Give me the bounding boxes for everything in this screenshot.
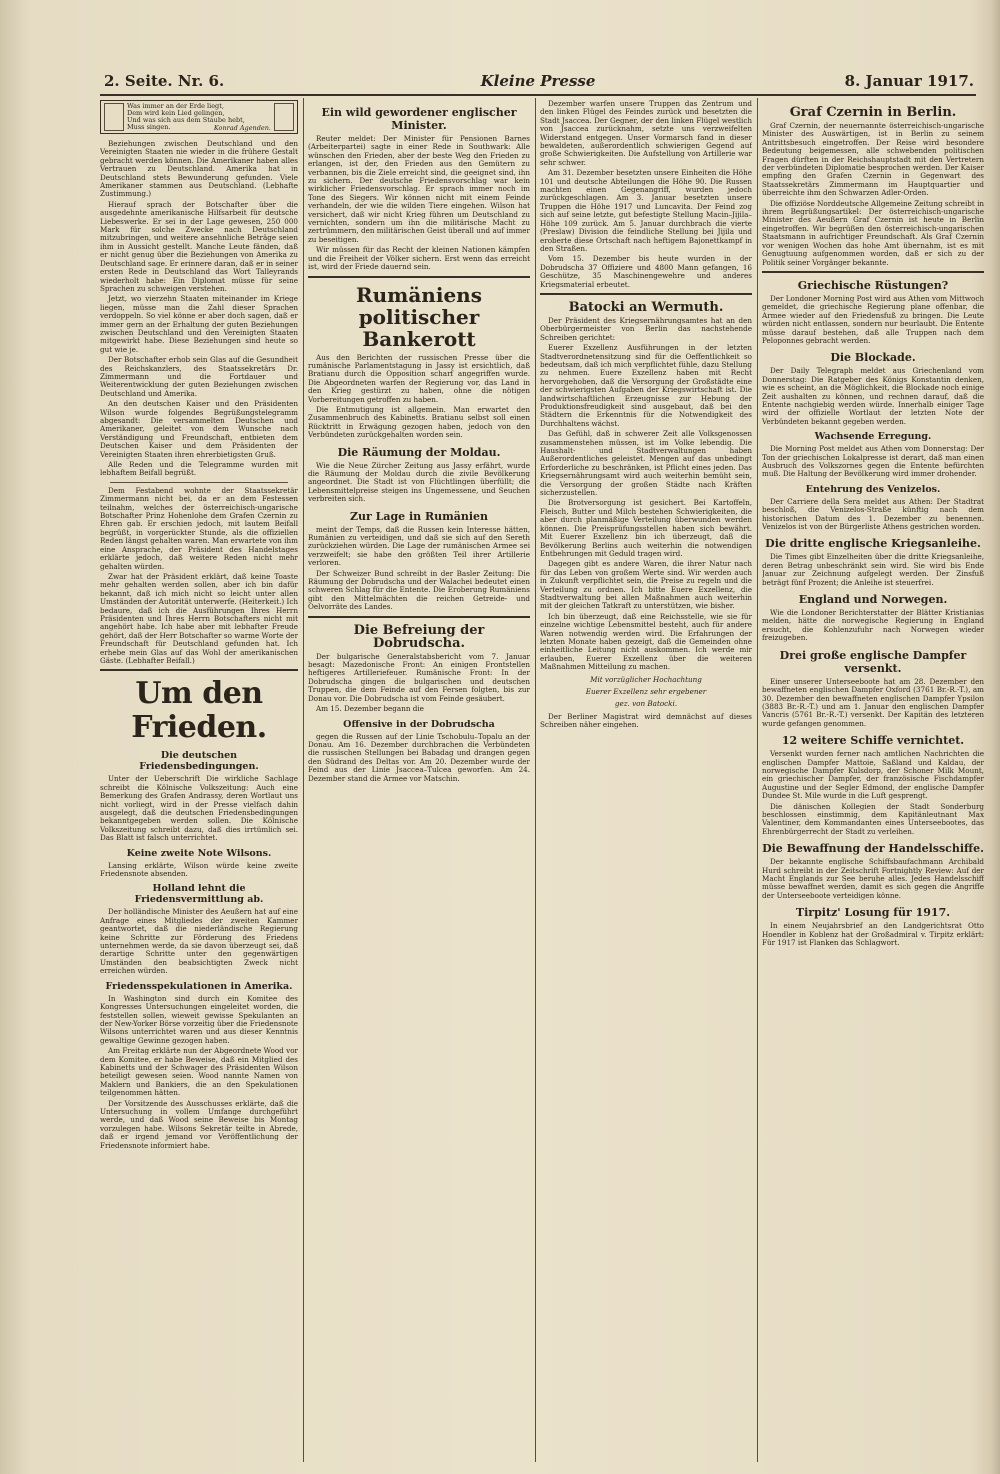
column-3 — [540, 100, 752, 1460]
article-paragraph: Dezember warfen unsere Truppen das Zentrum und den linken Flügel des Feindes zurück und besetzten die Stadt Jsaccea. Der Gegner, der den linken Flügel westlich von Jsaccea zurücknahm, setzte uns verzweifelten Widerstand entgegen. Unser Vormarsch fand in dieser bewaldeten, außerordentlich schwierigen Gegend auf große Schwierigkeiten. Die Aufstellung von Artillerie war sehr schwer. — [540, 100, 752, 167]
article-paragraph: Am 31. Dezember besetzten unsere Einheiten die Höhe 101 und deutsche Abteilungen die Höhe 90. Die Russen machten einen Gegenangriff, wurden jedoch zurückgeschlagen. Am 3. Januar besetzten unsere Truppen die Höhe 1917 und Luncavita. Der Feind zog sich auf seine letzte, gut befestigte Stellung Macin–Jijila–Höhe 109 zurück. Am 5. Januar durchbrach die vierte (Preslaw) Division die feindliche Stellung bei Jijila und eroberte diese Ortschaft nach heftigem Bajonettkampf in den Straßen. — [540, 168, 752, 253]
article-paragraph: Reuter meldet: Der Minister für Pensionen Barnes (Arbeiterpartei) sagte in einer Rede in Southwark: Alle wünschen den Frieden, aber der beste Weg den Frieden zu erlangen, ist der, den Frieden aus den Gemütern zu verbannen, bis die Ziele erreicht sind, die geeignet sind, ihn zu sichern. Der deutsche Friedensvorschlag war kein wirklicher Friedensvorschlag. Er sprach immer noch im Tone des Siegers. Wir können nicht mit einem Feinde verhandeln, der wie die wilden Tiere eingehen. Wilson hat versichert, daß wir nicht Krieg führen um Deutschland zu vernichten, sondern um ihn die militärische Macht zu zertrümmern, den militärischen Geist überall und auf immer zu beseitigen. — [308, 134, 530, 244]
column-rule — [535, 98, 536, 1462]
subheadline: Offensive in der Dobrudscha — [343, 718, 495, 730]
headline-moldau: Die Räumung der Moldau. — [337, 445, 501, 459]
poem-line: Was immer an der Erde liegt, — [127, 102, 224, 110]
article-paragraph: Graf Czernin, der neuernannte österreichisch-ungarische Minister des Auswärtigen, ist in Berlin zu seinem Antrittsbesuch eingetroffen. Der Reise wird besondere Bedeutung beigemessen, alle schwebenden politischen Fragen dürften in der Reichshauptstadt mit den Vertretern der verbündeten Diplomatie besprochen werden. Der Kaiser empfing den Grafen Czernin in Gegenwart des Staatssekretärs Zimmermann im Hauptquartier und überreichte ihm den Schwarzen Adler-Orden. — [762, 121, 984, 198]
article-paragraph: Der Präsident des Kriegsernährungsamtes hat an den Oberbürgermeister von Berlin das nachstehende Schreiben gerichtet: — [540, 315, 752, 342]
subheadline: Keine zweite Note Wilsons. — [126, 847, 272, 859]
signature: gez. von Batocki. — [614, 699, 678, 709]
subheadline: Die deutschen Friedensbedingungen. — [139, 750, 259, 773]
closing-line: Euerer Exzellenz sehr ergebener — [585, 687, 707, 696]
article-paragraph: Ich bin überzeugt, daß eine Reichsstelle, wie sie für einzelne wichtige Lebensmittel besteht, auch für andere Waren notwendig werden wird. Die Erfahrungen der letzten Monate haben gezeigt, daß die Gemeinden ohne einheitliche Leitung nicht auskommen. Ich werde mir erlauben, Euerer Exzellenz über die weiteren Maßnahmen Mitteilung zu machen. — [540, 611, 752, 672]
headline-merchant-arming: Die Bewaffnung der Handelsschiffe. — [762, 842, 984, 856]
column-4 — [762, 100, 984, 1460]
column-rule — [757, 98, 758, 1462]
article-paragraph: In Washington sind durch ein Komitee des Kongresses Untersuchungen eingeleitet worden, die feststellen sollen, wieweit gewisse Spekulanten an der New-Yorker Börse vorzeitig über die Friedensnote Wilsons unterrichtet waren und aus dieser Kenntnis gewaltige Gewinne gezogen haben. — [100, 993, 298, 1045]
article-paragraph: Der Carriere della Sera meldet aus Athen: Der Stadtrat beschloß, die Venizelos-Straße künftig nach dem historischen Datum des 1. Dezember zu benennen. Venizelos ist von der Bürgerliste Athens gestrichen worden. — [762, 496, 984, 532]
divider — [762, 271, 984, 273]
headline-greek-armament: Griechische Rüstungen? — [797, 278, 949, 292]
article-paragraph: Am 15. Dezember begann die — [316, 704, 424, 714]
headline-romania-situation: Zur Lage in Rumänien — [349, 509, 489, 523]
subheadline: Wachsende Erregung. — [814, 431, 932, 443]
headline-minister: Ein wild gewordener englischer Minister. — [321, 106, 517, 132]
issue-date: 8. Januar 1917. — [844, 72, 974, 90]
article-paragraph: In einem Neujahrsbrief an den Landgerichtsrat Otto Hoendler in Koblenz hat der Großadmiral v. Tirpitz erklärt: Für 1917 ist Flanken das Schlagwort. — [762, 921, 984, 948]
newspaper-title: Kleine Presse — [480, 72, 596, 90]
headline-steamers-sunk: Drei große englische Dampfer versenkt. — [779, 648, 967, 675]
article-paragraph: Der Daily Telegraph meldet aus Griechenland vom Donnerstag: Die Ratgeber des Königs Konstantin denken, wie es scheint, an die Möglichkeit, die Blockade noch einige Zeit aushalten zu können, und rechnen darauf, daß die Entente nachgiebig werden würde. Innerhalb einiger Tage wird der offizielle Wortlaut der letzten Note der Verbündeten bekannt gegeben werden. — [762, 366, 984, 426]
subheadline: Friedensspekulationen in Amerika. — [105, 980, 293, 992]
poem-box — [100, 100, 298, 134]
subheadline: Holland lehnt die Friedensvermittlung ab. — [134, 883, 264, 906]
article-paragraph: Unter der Ueberschrift Die wirkliche Sachlage schreibt die Kölnische Volkszeitung: Auch eine Bemerkung des Grafen Andrassy, deren Wortlaut uns nicht vorliegt, wird in der Presse vielfach dahin ausgelegt, daß die deutschen Friedensbedingungen bekanntgegeben werden sollen. Die Kölnische Volkszeitung schreibt dazu, daß dies irrtümlich sei. Das Blatt ist falsch unterrichtet. — [100, 774, 298, 843]
article-paragraph: Die Entmutigung ist allgemein. Man erwartet den Zusammenbruch des Kabinetts. Bratianu selbst soll einen Rücktritt in Erwägung gezogen haben, jedoch von den Verbündeten zurückgehalten worden sein. — [308, 404, 530, 440]
divider — [308, 616, 530, 618]
article-paragraph: Die dänischen Kollegien der Stadt Sonderburg beschlossen einstimmig, dem Kapitänleutnant Max Valentiner, dem Kommandanten eines Unterseebootes, das Ehrenbürgerrecht der Stadt zu verleihen. — [762, 801, 984, 836]
article-paragraph: Lansing erklärte, Wilson würde keine zweite Friedensnote absenden. — [100, 860, 298, 879]
article-paragraph: Beziehungen zwischen Deutschland und den Vereinigten Staaten nie wieder in die frühere Gestalt gebracht werden können. Die Amerikaner haben alles Vertrauen zu Deutschland. Amerika hat in Deutschland stets Bewunderung gefunden. Viele Amerikaner stammen aus Deutschland. (Lebhafte Zustimmung.) — [100, 139, 298, 199]
article-paragraph: Versenkt wurden ferner nach amtlichen Nachrichten die englischen Dampfer Mattoie, Saßland und Kaldau, der norwegische Dampfer Kulsdorp, der Schoner Milk Mount, ein griechischer Dampfer, der französische Fischdampfer Augustine und der Segler Edmond, der englische Dampfer Dundee St. Mile wurde in die Luft gesprengt. — [762, 749, 984, 801]
article-paragraph: Der Vorsitzende des Ausschusses erklärte, daß die Untersuchung in vollem Umfange durchgeführt werde, und daß Wood seine Beweise bis Montag vorzulegen habe. Wilsons Sekretär teilte in Abrede, daß er irgend jemand vor Veröffentlichung der Friedensnote informiert habe. — [100, 1098, 298, 1150]
article-paragraph: Wir müssen für das Recht der kleinen Nationen kämpfen und die Freiheit der Völker sichern. Erst wenn das erreicht ist, wird der Friede dauernd sein. — [308, 245, 530, 272]
divider — [100, 669, 298, 671]
article-paragraph: Der bulgarische Generalstabsbericht vom 7. Januar besagt: Mazedonische Front: An einigen Frontstellen heftigeres Artilleriefeuer. Rumänische Front: In der Dobrudscha gingen die bulgarischen und deutschen Truppen, die dem Feinde auf den Fersen folgten, bis zur Donau vor. Die Dobrudscha ist vom Feinde gesäubert. — [308, 651, 530, 703]
column-1 — [100, 100, 298, 1460]
poem-line: Dem wird kein Lied gelingen, — [127, 109, 225, 117]
ornament-icon — [274, 103, 294, 131]
article-paragraph: Am Freitag erklärte nun der Abgeordnete Wood vor dem Komitee, er habe Beweise, daß ein Mitglied des Kabinetts und der Schwager des Präsidenten Wilson beteiligt gewesen seien. Wood nannte Namen von Maklern und Bankiers, die an den Spekulationen teilgenommen hätten. — [100, 1046, 298, 1098]
divider — [308, 276, 530, 278]
article-paragraph: Der Berliner Magistrat wird demnächst auf dieses Schreiben näher eingehen. — [540, 711, 752, 730]
article-paragraph: Alle Reden und die Telegramme wurden mit lebhaftem Beifall begrüßt. — [100, 460, 298, 478]
article-paragraph: Wie die Neue Zürcher Zeitung aus Jassy erfährt, wurde die Räumung der Moldau durch die zivile Bevölkerung angeordnet. Die Stadt ist von Flüchtlingen überfüllt; die Lebensmittelpreise steigen ins Ungemessene, und Seuchen verbreiten sich. — [308, 460, 530, 504]
article-paragraph: Vom 15. Dezember bis heute wurden in der Dobrudscha 37 Offiziere und 4800 Mann gefangen, 16 Geschütze, 35 Maschinengewehre und anderes Kriegsmaterial erbeutet. — [540, 254, 752, 289]
column-rule — [303, 98, 304, 1462]
article-paragraph: Dagegen gibt es andere Waren, die ihrer Natur nach für das Leben von großem Werte sind. Wir werden auch in Zukunft verpflichtet sein, die Preise zu regeln und die Verteilung zu ordnen. Ich bitte Euere Exzellenz, die Stadtverwaltung bei allen Maßnahmen auch weiterhin mit der gleichen Tatkraft zu unterstützen, wie bisher. — [540, 559, 752, 611]
article-paragraph: Der Schweizer Bund schreibt in der Basler Zeitung: Die Räumung der Dobrudscha und der Walachei bedeutet einen schweren Schlag für die Entente. Die Eroberung Rumäniens gibt den Mittelmächten die reichen Getreide- und Oelvorräte des Landes. — [308, 568, 530, 612]
article-paragraph: Die Morning Post meldet aus Athen vom Donnerstag: Der Ton der griechischen Lokalpresse ist derart, daß man einen Ausbruch des Volkszornes gegen die Entente befürchten muß. Die Haltung der Bevölkerung wird immer drohender. — [762, 444, 984, 479]
subheadline: Entehrung des Venizelos. — [805, 483, 941, 495]
article-paragraph: An den deutschen Kaiser und den Präsidenten Wilson wurde folgendes Begrüßungstelegramm abgesandt: Die versammelten Deutschen und Amerikaner, geleitet von dem Wunsche nach Verständigung und Freundschaft, entbieten dem Deutschen Kaiser und dem Präsidenten der Vereinigten Staaten ihren ehrerbietigsten Gruß. — [100, 399, 298, 459]
headline-batocki: Batocki an Wermuth. — [568, 299, 724, 315]
article-paragraph: Der Londoner Morning Post wird aus Athen vom Mittwoch gemeldet, die griechische Regierung plane offenbar, die Armee wieder auf den Friedensfuß zu bringen. Die Leute würden nicht entlassen, sondern nur beurlaubt. Die Entente müsse darauf bestehen, daß alle Truppen nach dem Peloponnes gebracht werden. — [762, 293, 984, 345]
article-paragraph: Der Botschafter erhob sein Glas auf die Gesundheit des Reichskanzlers, des Staatssekretärs Dr. Zimmermann und die Fortdauer und Weiterentwicklung der guten Beziehungen zwischen Deutschland und Amerika. — [100, 355, 298, 398]
divider — [540, 293, 752, 295]
article-paragraph: Wie die Londoner Berichterstatter der Blätter Kristianias melden, hätte die norwegische Regierung in England ersucht, die Kohlenzufuhr nach Norwegen wieder freizugeben. — [762, 608, 984, 643]
article-paragraph: Aus den Berichten der russischen Presse über die rumänische Parlamentstagung in Jassy ist ersichtlich, daß Bratianu durch die Opposition scharf angegriffen wurde. Die Abgeordneten warfen der Regierung vor, das Land in den Krieg gestürzt zu haben, ohne die nötigen Vorbereitungen getroffen zu haben. — [308, 352, 530, 404]
article-paragraph: Hierauf sprach der Botschafter über die ausgedehnte amerikanische Hilfsarbeit für deutsche Liebeswerke. Er sei in der Lage gewesen, 250 000 Mark für solche Zwecke nach Deutschland mitzubringen, und weitere ansehnliche Beträge seien ihm in Aussicht gestellt. Manche Leute fänden, daß er nicht genug über die Beziehungen von Amerika zu Deutschland sage. Er erinnere daran, daß er in seiner ersten Rede in Deutschland das Wort Talleyrands wiederholt habe: Ein Diplomat müsse für seine Sprachen zu schweigen verstehen. — [100, 199, 298, 293]
headline-romania-bankruptcy: Rumäniens politischer Bankerott — [356, 282, 482, 351]
article-paragraph: meint der Temps, daß die Russen kein Interesse hätten, Rumänien zu verteidigen, und daß sie sich auf den Sereth zurückziehen würden. Die Lage der rumänischen Armee sei verzweifelt; sie habe den größten Teil ihrer Artillerie verloren. — [308, 524, 530, 568]
poem-line: Und was sich aus dem Staube hebt, — [127, 116, 245, 124]
article-paragraph: Das Gefühl, daß in schwerer Zeit alle Volksgenossen zusammenstehen müssen, ist im Volke lebendig. Die Haushalt- und Stadtverwaltungen haben Außerordentliches geleistet. Mengen auf das unbedingt Erforderliche zu beschränken, ist Pflicht eines jeden. Das Kriegsernährungsamt wird auch weiterhin bemüht sein, die Versorgung der großen Städte nach Kräften sicherzustellen. — [540, 429, 752, 498]
ornament-icon — [104, 103, 124, 131]
article-paragraph: Dem Festabend wohnte der Staatssekretär Zimmermann nicht bei, da er an dem Festessen teilnahm, welches der österreichisch-ungarische Botschafter Prinz Hohenlohe dem Grafen Czernin zu Ehren gab. Er erschien jedoch, mit lautem Beifall begrüßt, in vorgerückter Stunde, als die offiziellen Reden längst gehalten waren. Man erwartete von ihm eine Ansprache, der Präsident des Handelstages erklärte jedoch, daß weitere Reden nicht mehr gehalten würden. — [100, 485, 298, 571]
headline-ships-destroyed: 12 weitere Schiffe vernichtet. — [781, 734, 965, 748]
article-paragraph: Der holländische Minister des Aeußern hat auf eine Anfrage eines Mitgliedes der zweiten Kammer geantwortet, daß die niederländische Regierung keine Schritte zur Förderung des Friedens unternehmen werde, da sie davon überzeugt sei, daß derartige Schritte unter den gegenwärtigen Umständen den beabsichtigten Zweck nicht erreichen würden. — [100, 907, 298, 976]
closing-line: Mit vorzüglicher Hochachtung — [590, 674, 702, 684]
headline-dobrudscha: Die Befreiung der Dobrudscha. — [353, 622, 485, 651]
masthead — [100, 70, 976, 96]
page-number: 2. Seite. Nr. 6. — [104, 72, 225, 90]
poem-line: Muss singen. — [127, 123, 171, 131]
article-paragraph: Der bekannte englische Schiffsbaufachmann Archibald Hurd schreibt in der Zeitschrift Fortnightly Review: Auf der Macht Englands zur See beruhe alles. Jedes Handelsschiff müsse bewaffnet werden, damit es sich gegen die Angriffe der Unterseeboote verteidigen könne. — [762, 857, 984, 900]
headline-england-norway: England und Norwegen. — [798, 593, 948, 607]
divider — [110, 482, 288, 483]
article-paragraph: Die Times gibt Einzelheiten über die dritte Kriegsanleihe, deren Betrag unbeschränkt sein wird. Sie wird bis Ende Januar zur Zeichnung aufgelegt werden. Der Zinsfuß beträgt fünf Prozent; die Anleihe ist steuerfrei. — [762, 552, 984, 587]
article-paragraph: Euerer Exzellenz Ausführungen in der letzten Stadtverordnetensitzung sind für die Oeffentlichkeit so bedeutsam, daß ich mich verpflichtet fühle, dazu Stellung zu nehmen. Euere Exzellenz haben mit Recht hervorgehoben, daß die Versorgung der Großstädte eine der schwierigsten Aufgaben der Kriegswirtschaft ist. Die landwirtschaftlichen Erzeugnisse zur Hebung der Produktionsfreudigkeit sind ausgebaut, daß bei den Städtern die Erkenntnis für die Notwendigkeit des Durchhaltens wächst. — [540, 343, 752, 428]
poem-author: Konrad Agenden. — [213, 124, 271, 132]
headline-czernin: Graf Czernin in Berlin. — [789, 105, 957, 120]
column-2 — [308, 100, 530, 1460]
page-edge — [990, 0, 1000, 1474]
article-paragraph: Die offiziöse Norddeutsche Allgemeine Zeitung schreibt in ihrem Begrüßungsartikel: Der österreichisch-ungarische Minister des Aeußern Graf Czernin ist heute in Berlin eingetroffen. Wir begrüßen den österreichisch-ungarischen Staatsmann in aufrichtiger Freundschaft. Als Graf Czernin vor wenigen Wochen das hohe Amt übernahm, ist es mit Genugtuung aufgenommen worden, daß er sich zu der Politik seiner Vorgänger bekannte. — [762, 198, 984, 267]
article-paragraph: Einer unserer Unterseeboote hat am 28. Dezember den bewaffneten englischen Dampfer Oxford (3761 Br.-R.-T.), am 30. Dezember den bewaffneten englischen Dampfer Ypsilon (3883 Br.-R.-T.) und am 1. Januar den englischen Dampfer Vancris (5761 Br.-R.-T.) versenkt. Der Kapitän des letzteren wurde gefangen genommen. — [762, 676, 984, 728]
article-paragraph: Jetzt, wo vierzehn Staaten miteinander im Kriege liegen, müsse man die Zahl dieser Sprachen verdoppeln. So viel könne er aber doch sagen, daß er immer gern an der Erhaltung der guten Beziehungen zwischen Deutschland und den Vereinigten Staaten mitgewirkt habe. Diese Beziehungen sind heute so gut wie je. — [100, 294, 298, 354]
article-paragraph: Die Brotversorgung ist gesichert. Bei Kartoffeln, Fleisch, Butter und Milch bestehen Schwierigkeiten, die aber durch planmäßige Verteilung überwunden werden können. Die Preisprüfungsstellen haben sich bewährt. Mit Euerer Exzellenz bin ich überzeugt, daß die Bevölkerung Berlins auch weiterhin die notwendigen Entbehrungen mit Geduld tragen wird. — [540, 498, 752, 558]
headline-peace: Um den Frieden. — [131, 676, 267, 746]
headline-tirpitz: Tirpitz' Losung für 1917. — [795, 906, 951, 920]
headline-blockade: Die Blockade. — [830, 351, 916, 365]
article-paragraph: gegen die Russen auf der Linie Tschobulu–Topalu an der Donau. Am 16. Dezember durchbrachen die Verbündeten die russischen Stellungen bei Babadag und drangen gegen den Südrand des Deltas vor. Am 20. Dezember wurde der Feind aus der Linie Jsaccea–Tulcea geworfen. Am 24. Dezember stand die Armee vor Matschin. — [308, 731, 530, 783]
headline-war-loan: Die dritte englische Kriegsanleihe. — [765, 537, 981, 551]
article-paragraph: Zwar hat der Präsident erklärt, daß keine Toaste mehr gehalten werden sollen, aber ich bin dafür bekannt, daß ich mich nicht so leicht unter allen Umständen der Autorität unterwerfe. (Heiterkeit.) Ich bedaure, daß ich die Ausführungen Ihres Herrn Präsidenten und Ihres Herrn Botschafters nicht mit angehört habe. Ich habe aber mit lebhafter Freude gehört, daß der Herr Botschafter so warme Worte der Freundschaft für Deutschland gefunden hat. Ich erhebe mein Glas auf das Wohl der amerikanischen Gäste. (Lebhafter Beifall.) — [100, 571, 298, 665]
